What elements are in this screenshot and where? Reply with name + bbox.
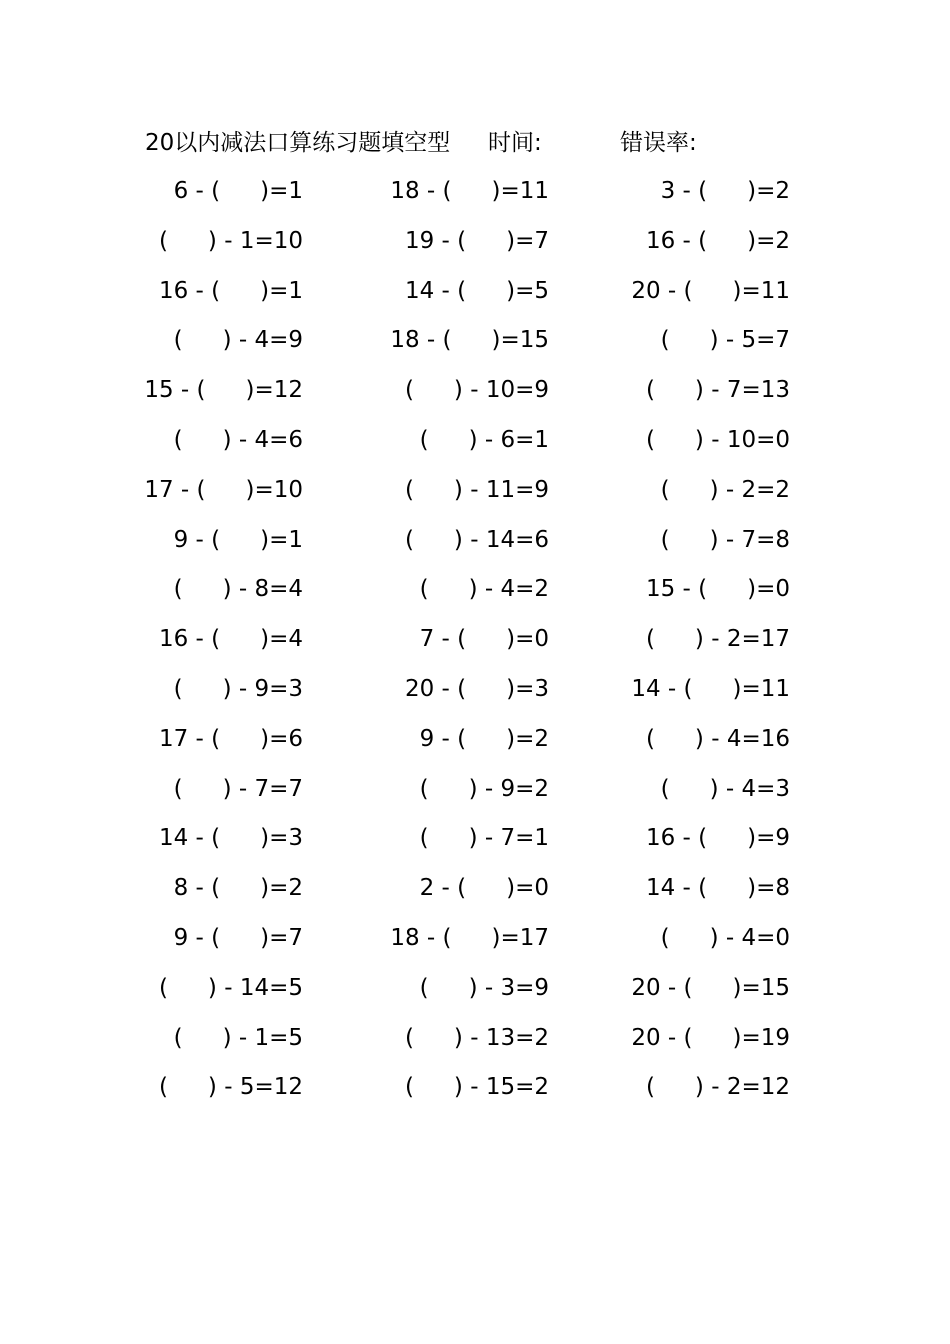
problem-cell[interactable]: ( ) - 15=2 — [404, 1074, 549, 1101]
problem-row — [0, 721, 950, 771]
time-label: 时间: — [488, 130, 542, 156]
problem-row — [0, 372, 950, 422]
problem-cell[interactable]: ( ) - 9=2 — [419, 775, 549, 802]
problem-cell[interactable]: ( ) - 4=16 — [645, 725, 790, 752]
problem-cell[interactable]: ( ) - 11=9 — [404, 476, 549, 503]
problem-row — [0, 322, 950, 372]
problem-cell[interactable]: 17 - ( )=10 — [144, 476, 303, 503]
problem-cell[interactable]: ( ) - 7=7 — [173, 775, 303, 802]
problem-cell[interactable]: ( ) - 8=4 — [173, 576, 303, 603]
problem-cell[interactable]: 18 - ( )=11 — [390, 178, 549, 204]
problem-cell[interactable]: ( ) - 9=3 — [173, 675, 303, 702]
problem-cell[interactable]: 16 - ( )=2 — [645, 227, 790, 254]
problem-cell[interactable]: 14 - ( )=3 — [158, 825, 303, 852]
problem-row — [0, 920, 950, 970]
problem-cell[interactable]: ( ) - 6=1 — [419, 426, 549, 453]
problem-cell[interactable]: ( ) - 5=7 — [660, 327, 790, 354]
problem-cell[interactable]: ( ) - 4=9 — [173, 327, 303, 354]
problem-row — [0, 771, 950, 821]
problem-cell[interactable]: ( ) - 2=17 — [645, 626, 790, 653]
problem-cell[interactable]: 16 - ( )=4 — [158, 626, 303, 653]
problem-row — [0, 472, 950, 522]
problem-grid — [0, 173, 950, 1119]
problem-cell[interactable]: 15 - ( )=0 — [645, 576, 790, 603]
problem-cell[interactable]: ( ) - 10=0 — [645, 426, 790, 453]
problem-cell[interactable]: ( ) - 4=6 — [173, 426, 303, 453]
problem-cell[interactable]: 18 - ( )=15 — [390, 327, 549, 354]
problem-cell[interactable]: 18 - ( )=17 — [390, 924, 549, 951]
problem-row — [0, 522, 950, 572]
worksheet-title: 20以内减法口算练习题填空型 — [145, 130, 451, 156]
problem-cell[interactable]: 9 - ( )=7 — [173, 924, 303, 951]
problem-cell[interactable]: 2 - ( )=0 — [419, 875, 549, 902]
problem-row — [0, 870, 950, 920]
problem-cell[interactable]: 9 - ( )=2 — [419, 725, 549, 752]
problem-cell[interactable]: 14 - ( )=8 — [645, 875, 790, 902]
problem-row — [0, 621, 950, 671]
problem-cell[interactable]: 7 - ( )=0 — [419, 626, 549, 653]
error-rate-label: 错误率: — [620, 130, 697, 156]
problem-cell[interactable]: 20 - ( )=3 — [404, 675, 549, 702]
problem-cell[interactable]: 3 - ( )=2 — [660, 178, 790, 204]
problem-cell[interactable]: ( ) - 14=6 — [404, 526, 549, 553]
problem-row — [0, 173, 950, 223]
problem-cell[interactable]: ( ) - 3=9 — [419, 974, 549, 1001]
problem-cell[interactable]: ( ) - 2=12 — [645, 1074, 790, 1101]
problem-cell[interactable]: ( ) - 4=0 — [660, 924, 790, 951]
problem-row — [0, 1020, 950, 1070]
problem-cell[interactable]: 20 - ( )=19 — [631, 1024, 790, 1051]
problem-cell[interactable]: 20 - ( )=15 — [631, 974, 790, 1001]
problem-cell[interactable]: 16 - ( )=1 — [158, 277, 303, 304]
problem-row — [0, 970, 950, 1020]
problem-row — [0, 1069, 950, 1119]
problem-cell[interactable]: 14 - ( )=5 — [404, 277, 549, 304]
worksheet-header — [145, 126, 765, 160]
problem-row — [0, 223, 950, 273]
problem-row — [0, 820, 950, 870]
problem-cell[interactable]: ( ) - 1=10 — [158, 227, 303, 254]
problem-cell[interactable]: ( ) - 14=5 — [158, 974, 303, 1001]
problem-cell[interactable]: ( ) - 4=3 — [660, 775, 790, 802]
problem-cell[interactable]: 9 - ( )=1 — [173, 526, 303, 553]
problem-cell[interactable]: ( ) - 7=13 — [645, 377, 790, 404]
problem-cell[interactable]: 17 - ( )=6 — [158, 725, 303, 752]
problem-row — [0, 571, 950, 621]
problem-cell[interactable]: 6 - ( )=1 — [173, 178, 303, 204]
problem-cell[interactable]: ( ) - 1=5 — [173, 1024, 303, 1051]
problem-cell[interactable]: 16 - ( )=9 — [645, 825, 790, 852]
problem-row — [0, 273, 950, 323]
problem-cell[interactable]: 8 - ( )=2 — [173, 875, 303, 902]
problem-cell[interactable]: ( ) - 5=12 — [158, 1074, 303, 1101]
problem-row — [0, 422, 950, 472]
problem-cell[interactable]: ( ) - 4=2 — [419, 576, 549, 603]
problem-cell[interactable]: ( ) - 10=9 — [404, 377, 549, 404]
problem-row — [0, 671, 950, 721]
problem-cell[interactable]: 15 - ( )=12 — [144, 377, 303, 404]
problem-cell[interactable]: 14 - ( )=11 — [631, 675, 790, 702]
problem-cell[interactable]: ( ) - 7=1 — [419, 825, 549, 852]
problem-cell[interactable]: 19 - ( )=7 — [404, 227, 549, 254]
problem-cell[interactable]: 20 - ( )=11 — [631, 277, 790, 304]
problem-cell[interactable]: ( ) - 13=2 — [404, 1024, 549, 1051]
problem-cell[interactable]: ( ) - 7=8 — [660, 526, 790, 553]
problem-cell[interactable]: ( ) - 2=2 — [660, 476, 790, 503]
